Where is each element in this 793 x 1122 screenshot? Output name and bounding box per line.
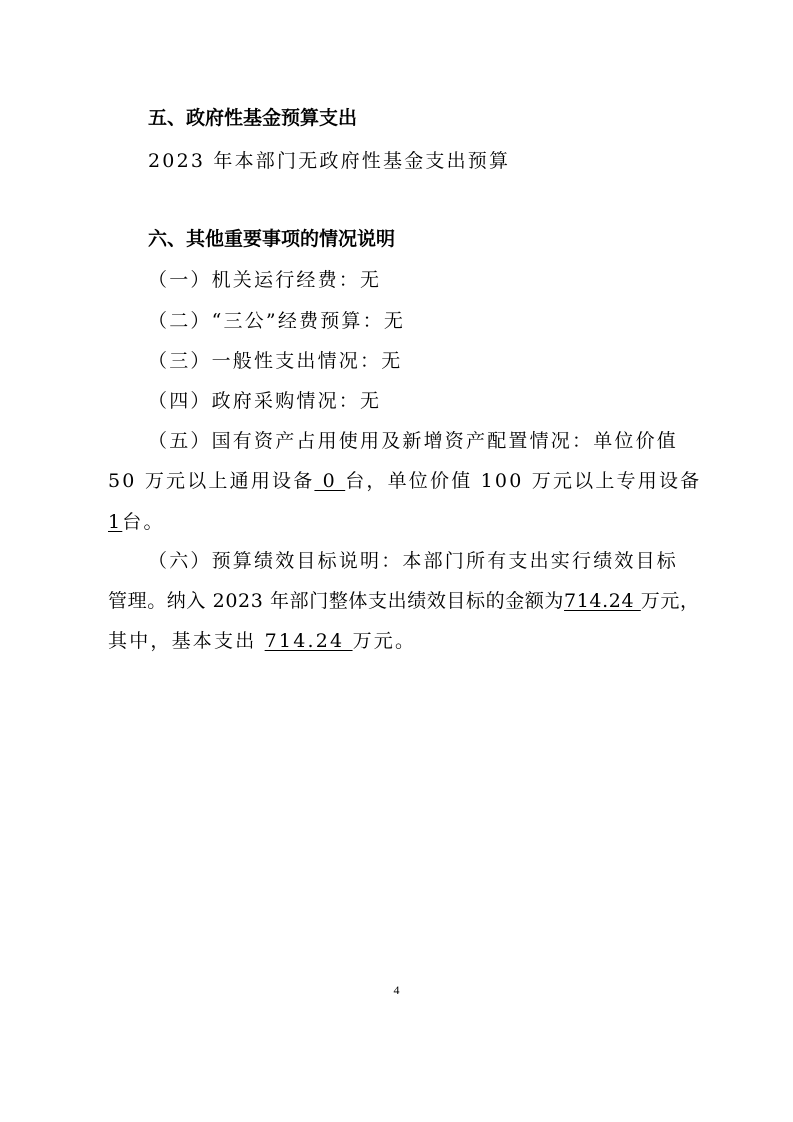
item-6-line-3-suffix: 万元。 <box>352 630 417 652</box>
item-5-line-2-suffix: 台，单位价值 100 万元以上专用设备 <box>345 470 702 492</box>
section-6-heading: 六、其他重要事项的情况说明 <box>148 228 396 250</box>
item-5-line-2-prefix: 50 万元以上通用设备 <box>108 470 315 492</box>
page-number: 4 <box>393 983 400 997</box>
performance-target-amount: 714.24 <box>564 590 641 612</box>
section-5-heading: 五、政府性基金预算支出 <box>148 107 358 129</box>
section-5-body: 2023 年本部门无政府性基金支出预算 <box>148 150 511 172</box>
item-5-line-2 <box>108 469 701 493</box>
item-6-line-3-prefix: 其中，基本支出 <box>108 630 265 652</box>
item-4-text: （四）政府采购情况：无 <box>148 390 382 412</box>
item-5-line-3 <box>108 510 165 534</box>
item-5-line-1: （五）国有资产占用使用及新增资产配置情况：单位价值 <box>148 430 679 452</box>
general-equipment-count: 0 <box>314 470 346 492</box>
special-equipment-count: 1 <box>108 511 123 533</box>
item-6-line-1: （六）预算绩效目标说明：本部门所有支出实行绩效目标 <box>148 550 679 572</box>
item-6-line-2-suffix: 万元， <box>640 590 700 612</box>
basic-expenditure-amount: 714.24 <box>264 630 353 652</box>
item-2-text: （二）“三公”经费预算：无 <box>148 310 406 332</box>
item-1-text: （一）机关运行经费：无 <box>148 269 382 291</box>
item-3-text: （三）一般性支出情况：无 <box>148 350 403 372</box>
item-6-line-3 <box>108 629 416 653</box>
item-6-line-2 <box>108 589 700 613</box>
item-5-line-3-suffix: 台。 <box>122 511 165 533</box>
item-6-line-2-prefix: 管理。纳入 2023 年部门整体支出绩效目标的金额为 <box>108 590 565 612</box>
